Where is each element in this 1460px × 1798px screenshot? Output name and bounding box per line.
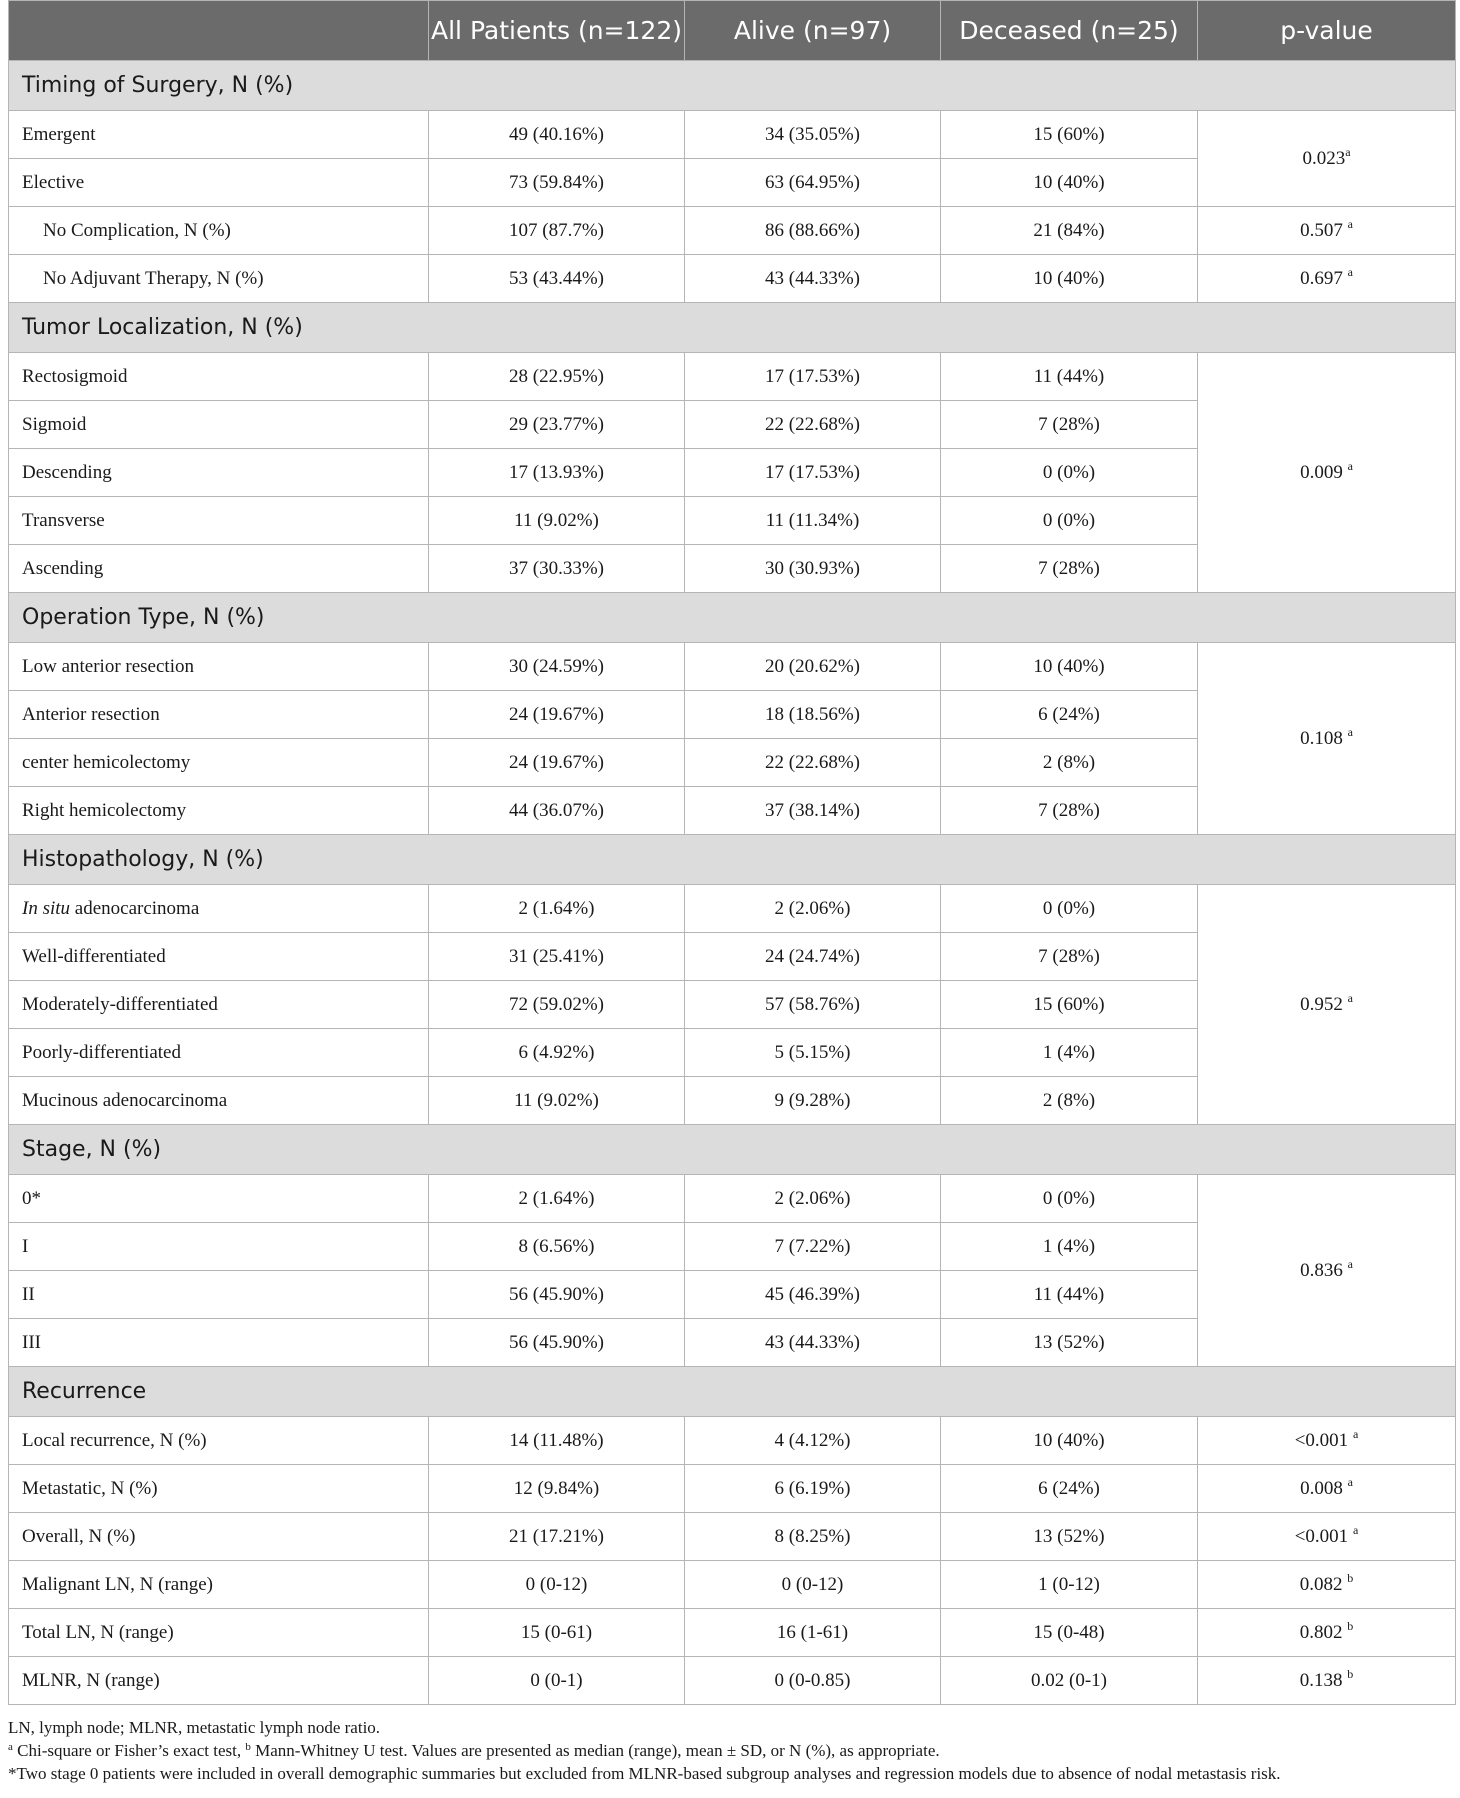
- cell-p-value: [1198, 885, 1456, 1125]
- cell-deceased: 0.02 (0-1): [941, 1657, 1198, 1705]
- cell-p-value: [1198, 1657, 1456, 1705]
- cell-p-value: [1198, 1513, 1456, 1561]
- cell-alive: 0 (0-0.85): [685, 1657, 941, 1705]
- cell-all: 44 (36.07%): [429, 787, 685, 835]
- cell-deceased: 0 (0%): [941, 449, 1198, 497]
- header-alive: Alive (n=97): [685, 1, 941, 61]
- cell-alive: 43 (44.33%): [685, 1319, 941, 1367]
- row-label: Malignant LN, N (range): [9, 1561, 429, 1609]
- cell-all: 30 (24.59%): [429, 643, 685, 691]
- cell-deceased: 21 (84%): [941, 207, 1198, 255]
- cell-alive: 5 (5.15%): [685, 1029, 941, 1077]
- row-label: [9, 885, 429, 933]
- cell-alive: 2 (2.06%): [685, 1175, 941, 1223]
- row-label: I: [9, 1223, 429, 1271]
- cell-deceased: 10 (40%): [941, 1417, 1198, 1465]
- cell-all: 0 (0-12): [429, 1561, 685, 1609]
- cell-all: 49 (40.16%): [429, 111, 685, 159]
- cell-alive: 17 (17.53%): [685, 353, 941, 401]
- cell-p-value: [1198, 207, 1456, 255]
- table-row: [9, 1513, 1456, 1561]
- cell-alive: 22 (22.68%): [685, 401, 941, 449]
- cell-deceased: 11 (44%): [941, 1271, 1198, 1319]
- row-label: No Complication, N (%): [9, 207, 429, 255]
- cell-deceased: 1 (0-12): [941, 1561, 1198, 1609]
- cell-all: 24 (19.67%): [429, 691, 685, 739]
- cell-alive: 86 (88.66%): [685, 207, 941, 255]
- row-label: Elective: [9, 159, 429, 207]
- cell-alive: 9 (9.28%): [685, 1077, 941, 1125]
- cell-all: 72 (59.02%): [429, 981, 685, 1029]
- cell-deceased: 0 (0%): [941, 1175, 1198, 1223]
- section-title: Tumor Localization, N (%): [9, 303, 1456, 353]
- p-superscript: b: [1347, 1618, 1354, 1633]
- cell-deceased: 15 (0-48): [941, 1609, 1198, 1657]
- header-variable: [9, 1, 429, 61]
- cell-all: 24 (19.67%): [429, 739, 685, 787]
- p-superscript: a: [1352, 1522, 1359, 1537]
- cell-alive: 24 (24.74%): [685, 933, 941, 981]
- cell-p-value: [1198, 1465, 1456, 1513]
- footnote-test-b: Mann-Whitney U test. Values are presented as median (range), mean ± SD, or N (%), as appropriate.: [250, 1741, 940, 1760]
- section-title: Histopathology, N (%): [9, 835, 1456, 885]
- row-label: II: [9, 1271, 429, 1319]
- section-row-histopathology: [9, 835, 1456, 885]
- cell-alive: 34 (35.05%): [685, 111, 941, 159]
- cell-all: 14 (11.48%): [429, 1417, 685, 1465]
- p-superscript: a: [1345, 144, 1351, 159]
- row-label: Low anterior resection: [9, 643, 429, 691]
- p-superscript: b: [1347, 1570, 1354, 1585]
- cell-all: 28 (22.95%): [429, 353, 685, 401]
- cell-deceased: 11 (44%): [941, 353, 1198, 401]
- p-value: 0.802: [1299, 1621, 1343, 1643]
- table-row: [9, 885, 1456, 933]
- section-row-stage: [9, 1125, 1456, 1175]
- cell-deceased: 0 (0%): [941, 497, 1198, 545]
- cell-deceased: 10 (40%): [941, 159, 1198, 207]
- cell-deceased: 7 (28%): [941, 545, 1198, 593]
- p-superscript: b: [1347, 1666, 1354, 1681]
- cell-all: 17 (13.93%): [429, 449, 685, 497]
- cell-all: 8 (6.56%): [429, 1223, 685, 1271]
- cell-alive: 37 (38.14%): [685, 787, 941, 835]
- cell-alive: 8 (8.25%): [685, 1513, 941, 1561]
- row-label: 0*: [9, 1175, 429, 1223]
- cell-deceased: 10 (40%): [941, 255, 1198, 303]
- cell-p-value: [1198, 1175, 1456, 1367]
- row-label: MLNR, N (range): [9, 1657, 429, 1705]
- row-label: Local recurrence, N (%): [9, 1417, 429, 1465]
- row-label: Moderately-differentiated: [9, 981, 429, 1029]
- row-label: Poorly-differentiated: [9, 1029, 429, 1077]
- cell-deceased: 7 (28%): [941, 401, 1198, 449]
- cell-all: 37 (30.33%): [429, 545, 685, 593]
- p-value: 0.023: [1302, 147, 1346, 169]
- p-value: 0.952: [1300, 993, 1343, 1015]
- footnote-stage-zero: *Two stage 0 patients were included in overall demographic summaries but excluded from MLNR-based subgroup analyses and regression models due to absence of nodal metastasis risk.: [8, 1764, 1281, 1783]
- p-value: <0.001: [1294, 1525, 1349, 1547]
- footnote-sup-b: b: [245, 1741, 251, 1753]
- cell-alive: 6 (6.19%): [685, 1465, 941, 1513]
- section-row-recurrence: [9, 1367, 1456, 1417]
- p-superscript: a: [1347, 1474, 1353, 1489]
- cell-alive: 30 (30.93%): [685, 545, 941, 593]
- cell-all: 56 (45.90%): [429, 1271, 685, 1319]
- section-row-operation-type: [9, 593, 1456, 643]
- p-value: 0.138: [1299, 1669, 1343, 1691]
- cell-alive: 16 (1-61): [685, 1609, 941, 1657]
- cell-deceased: 6 (24%): [941, 691, 1198, 739]
- p-superscript: a: [1347, 990, 1353, 1005]
- cell-p-value: [1198, 1609, 1456, 1657]
- cell-deceased: 7 (28%): [941, 787, 1198, 835]
- section-title: Stage, N (%): [9, 1125, 1456, 1175]
- footnote-tests: [8, 1739, 1455, 1762]
- cell-all: 107 (87.7%): [429, 207, 685, 255]
- cell-deceased: 1 (4%): [941, 1223, 1198, 1271]
- table-row: [9, 353, 1456, 401]
- cell-deceased: 0 (0%): [941, 885, 1198, 933]
- table-row: [9, 1609, 1456, 1657]
- cell-alive: 17 (17.53%): [685, 449, 941, 497]
- row-label: Well-differentiated: [9, 933, 429, 981]
- cell-alive: 11 (11.34%): [685, 497, 941, 545]
- cell-all: 11 (9.02%): [429, 1077, 685, 1125]
- row-label: Emergent: [9, 111, 429, 159]
- cell-all: 12 (9.84%): [429, 1465, 685, 1513]
- row-label: Metastatic, N (%): [9, 1465, 429, 1513]
- cell-p-value: [1198, 1417, 1456, 1465]
- section-row-tumor-localization: [9, 303, 1456, 353]
- row-label: Rectosigmoid: [9, 353, 429, 401]
- cell-alive: 57 (58.76%): [685, 981, 941, 1029]
- p-value: <0.001: [1294, 1429, 1349, 1451]
- row-label: Mucinous adenocarcinoma: [9, 1077, 429, 1125]
- p-superscript: a: [1347, 216, 1353, 231]
- p-superscript: a: [1347, 724, 1353, 739]
- table-row: [9, 1175, 1456, 1223]
- table-row: [9, 1417, 1456, 1465]
- table-footnotes: [8, 1716, 1455, 1785]
- cell-p-value: [1198, 1561, 1456, 1609]
- table-header-row: [9, 1, 1456, 61]
- header-deceased: Deceased (n=25): [941, 1, 1198, 61]
- cell-deceased: 6 (24%): [941, 1465, 1198, 1513]
- cell-all: 21 (17.21%): [429, 1513, 685, 1561]
- p-superscript: a: [1352, 1426, 1359, 1441]
- cell-deceased: 13 (52%): [941, 1513, 1198, 1561]
- cell-alive: 63 (64.95%): [685, 159, 941, 207]
- results-table-container: [8, 0, 1455, 1705]
- cell-alive: 0 (0-12): [685, 1561, 941, 1609]
- row-label: Overall, N (%): [9, 1513, 429, 1561]
- p-value: 0.108: [1300, 727, 1343, 749]
- p-value: 0.697: [1300, 267, 1343, 289]
- row-label: Descending: [9, 449, 429, 497]
- cell-deceased: 2 (8%): [941, 1077, 1198, 1125]
- cell-all: 73 (59.84%): [429, 159, 685, 207]
- cell-p-value: [1198, 353, 1456, 593]
- cell-all: 6 (4.92%): [429, 1029, 685, 1077]
- table-row: [9, 255, 1456, 303]
- cell-alive: 43 (44.33%): [685, 255, 941, 303]
- cell-all: 53 (43.44%): [429, 255, 685, 303]
- table-row: [9, 111, 1456, 159]
- row-label: Sigmoid: [9, 401, 429, 449]
- section-title: Recurrence: [9, 1367, 1456, 1417]
- table-row: [9, 1561, 1456, 1609]
- header-all-patients: All Patients (n=122): [429, 1, 685, 61]
- table-row: [9, 1657, 1456, 1705]
- cell-p-value: [1198, 111, 1456, 207]
- row-label-rest: adenocarcinoma: [70, 897, 200, 919]
- row-label: No Adjuvant Therapy, N (%): [9, 255, 429, 303]
- cell-p-value: [1198, 255, 1456, 303]
- cell-alive: 18 (18.56%): [685, 691, 941, 739]
- cell-alive: 2 (2.06%): [685, 885, 941, 933]
- section-row-timing: [9, 61, 1456, 111]
- cell-deceased: 2 (8%): [941, 739, 1198, 787]
- cell-p-value: [1198, 643, 1456, 835]
- p-superscript: a: [1347, 458, 1353, 473]
- footnote-sup-a: a: [8, 1741, 13, 1753]
- p-value: 0.008: [1300, 1477, 1343, 1499]
- row-label: center hemicolectomy: [9, 739, 429, 787]
- p-superscript: a: [1347, 264, 1353, 279]
- cell-deceased: 1 (4%): [941, 1029, 1198, 1077]
- cell-all: 31 (25.41%): [429, 933, 685, 981]
- cell-all: 2 (1.64%): [429, 885, 685, 933]
- table-row: [9, 1465, 1456, 1513]
- p-superscript: a: [1347, 1256, 1353, 1271]
- header-p-value: p-value: [1198, 1, 1456, 61]
- cell-alive: 4 (4.12%): [685, 1417, 941, 1465]
- cell-deceased: 10 (40%): [941, 643, 1198, 691]
- cell-all: 15 (0-61): [429, 1609, 685, 1657]
- row-label: Anterior resection: [9, 691, 429, 739]
- footnote-test-a: Chi-square or Fisher’s exact test,: [12, 1741, 246, 1760]
- cell-all: 11 (9.02%): [429, 497, 685, 545]
- row-label-italic: In situ: [22, 897, 71, 919]
- p-value: 0.082: [1299, 1573, 1343, 1595]
- row-label: Total LN, N (range): [9, 1609, 429, 1657]
- table-row: [9, 207, 1456, 255]
- cell-deceased: 15 (60%): [941, 111, 1198, 159]
- row-label: III: [9, 1319, 429, 1367]
- cell-all: 0 (0-1): [429, 1657, 685, 1705]
- row-label: Ascending: [9, 545, 429, 593]
- footnote-abbreviations: LN, lymph node; MLNR, metastatic lymph node ratio.: [8, 1718, 381, 1737]
- cell-alive: 22 (22.68%): [685, 739, 941, 787]
- cell-deceased: 15 (60%): [941, 981, 1198, 1029]
- row-label: Transverse: [9, 497, 429, 545]
- results-table: [8, 0, 1456, 1705]
- cell-alive: 7 (7.22%): [685, 1223, 941, 1271]
- table-row: [9, 643, 1456, 691]
- p-value: 0.009: [1300, 461, 1343, 483]
- cell-all: 2 (1.64%): [429, 1175, 685, 1223]
- section-title: Timing of Surgery, N (%): [9, 61, 1456, 111]
- cell-deceased: 7 (28%): [941, 933, 1198, 981]
- cell-alive: 20 (20.62%): [685, 643, 941, 691]
- cell-all: 56 (45.90%): [429, 1319, 685, 1367]
- row-label: Right hemicolectomy: [9, 787, 429, 835]
- cell-deceased: 13 (52%): [941, 1319, 1198, 1367]
- section-title: Operation Type, N (%): [9, 593, 1456, 643]
- p-value: 0.507: [1300, 219, 1343, 241]
- cell-alive: 45 (46.39%): [685, 1271, 941, 1319]
- p-value: 0.836: [1300, 1259, 1343, 1281]
- cell-all: 29 (23.77%): [429, 401, 685, 449]
